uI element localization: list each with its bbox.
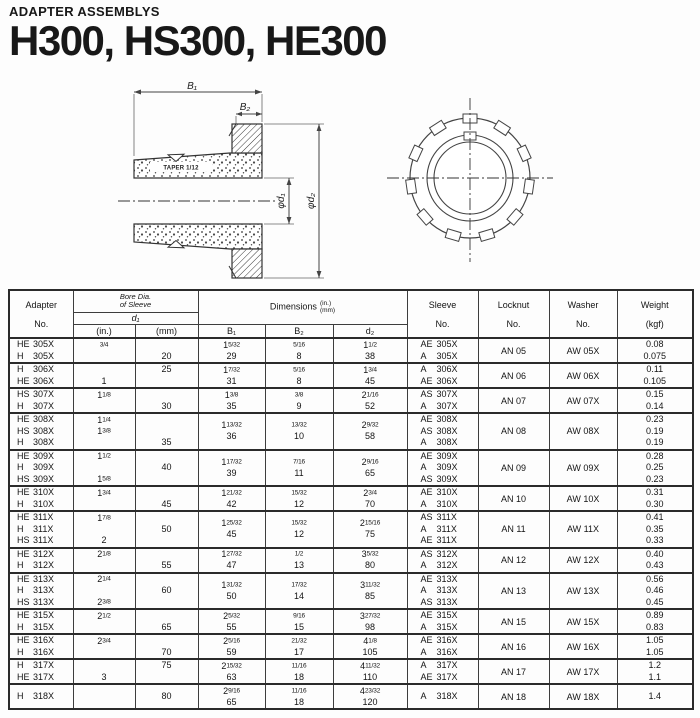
cell-d2: 215/16 75: [333, 511, 407, 548]
cell-washer-no: AW 17X: [549, 659, 617, 684]
col-header-dimensions: Dimensions (in.) (mm): [198, 290, 407, 324]
table-row: [9, 634, 693, 659]
cell-bore-in: 11/4 13/8: [73, 413, 135, 450]
cell-locknut-no: AN 17: [478, 659, 549, 684]
col-header-d1-symbol: d₁: [73, 312, 198, 324]
cell-bore-in: 23/4: [73, 634, 135, 659]
table-row: [9, 363, 693, 388]
cell-bore-in: 1: [73, 363, 135, 388]
cell-bore-in: 11/8: [73, 388, 135, 413]
cell-locknut-no: AN 09: [478, 450, 549, 487]
cell-locknut-no: AN 11: [478, 511, 549, 548]
cell-d2: 327/32 98: [333, 609, 407, 634]
adapter-header-line: No.: [34, 318, 49, 329]
cell-b1: 15/32 29: [198, 338, 265, 363]
col-header-washer: Washer No.: [549, 290, 617, 338]
cell-b2: 15/32 12: [265, 486, 333, 511]
cell-d2: 411/32 110: [333, 659, 407, 684]
cell-bore-mm: 70: [135, 634, 198, 659]
table-row: [9, 548, 693, 573]
cell-weight: 0.89 0.83: [617, 609, 693, 634]
cell-adapter-no: HE 313X H 313X HS 313X: [9, 573, 73, 610]
cell-adapter-no: HE 305X H 305X: [9, 338, 73, 363]
cell-washer-no: AW 15X: [549, 609, 617, 634]
cell-bore-mm: 40: [135, 450, 198, 487]
cell-sleeve-no: AS 312X A 312X: [407, 548, 478, 573]
table-row: [9, 511, 693, 548]
cell-sleeve-no: AE 308X AS 308X A 308X: [407, 413, 478, 450]
cell-adapter-no: HE 316X H 316X: [9, 634, 73, 659]
col-header-d2: d₂: [333, 324, 407, 338]
cell-b2: 7/16 11: [265, 450, 333, 487]
cell-adapter-no: HE 310X H 310X: [9, 486, 73, 511]
cell-d2: 35/32 80: [333, 548, 407, 573]
cell-d2: 29/32 58: [333, 413, 407, 450]
page-title: H300, HS300, HE300: [9, 17, 386, 64]
cell-b1: 127/32 47: [198, 548, 265, 573]
cell-bore-mm: 20: [135, 338, 198, 363]
cell-washer-no: AW 13X: [549, 573, 617, 610]
cell-locknut-no: AN 13: [478, 573, 549, 610]
cell-sleeve-no: AE 310X A 310X: [407, 486, 478, 511]
cell-bore-in: 17/8 2: [73, 511, 135, 548]
cell-washer-no: AW 09X: [549, 450, 617, 487]
cell-weight: 0.23 0.19 0.19: [617, 413, 693, 450]
cell-washer-no: AW 12X: [549, 548, 617, 573]
adapter-spec-table: [8, 289, 694, 710]
cell-bore-in: 21/4 23/8: [73, 573, 135, 610]
cell-locknut-no: AN 16: [478, 634, 549, 659]
cell-b1: 25/32 55: [198, 609, 265, 634]
table-row: [9, 413, 693, 450]
cell-d2: 23/4 70: [333, 486, 407, 511]
cell-sleeve-no: A 306X AE 306X: [407, 363, 478, 388]
cell-b2: 5/16 8: [265, 338, 333, 363]
cell-weight: 1.2 1.1: [617, 659, 693, 684]
cell-washer-no: AW 06X: [549, 363, 617, 388]
table-row: [9, 609, 693, 634]
cell-d2: 11/2 38: [333, 338, 407, 363]
cell-washer-no: AW 16X: [549, 634, 617, 659]
cell-b1: 117/32 39: [198, 450, 265, 487]
cell-weight: 0.11 0.105: [617, 363, 693, 388]
cell-adapter-no: HS 307X H 307X: [9, 388, 73, 413]
cell-b1: 113/32 36: [198, 413, 265, 450]
cell-d2: 29/16 65: [333, 450, 407, 487]
cell-bore-in: 21/2: [73, 609, 135, 634]
col-header-weight: Weight (kgf): [617, 290, 693, 338]
cell-bore-in: 11/2 15/8: [73, 450, 135, 487]
cell-d2: 21/16 52: [333, 388, 407, 413]
cell-bore-mm: 25: [135, 363, 198, 388]
cell-sleeve-no: AS 311X A 311X AE 311X: [407, 511, 478, 548]
table-row: [9, 486, 693, 511]
cell-b1: 29/16 65: [198, 684, 265, 709]
cell-bore-mm: 50: [135, 511, 198, 548]
cell-sleeve-no: AE 313X A 313X AS 313X: [407, 573, 478, 610]
col-header-bore-dia: Bore Dia. of Sleeve: [73, 290, 198, 312]
cell-d2: 311/32 85: [333, 573, 407, 610]
cell-locknut-no: AN 05: [478, 338, 549, 363]
cell-weight: 0.08 0.075: [617, 338, 693, 363]
cell-adapter-no: H 318X: [9, 684, 73, 709]
b2-dim-label: B₂: [239, 102, 251, 113]
cell-d2: 423/32 120: [333, 684, 407, 709]
cell-locknut-no: AN 07: [478, 388, 549, 413]
cell-adapter-no: HE 311X H 311X HS 311X: [9, 511, 73, 548]
cell-b2: 21/32 17: [265, 634, 333, 659]
d2-dim-label: φd₂: [306, 193, 317, 209]
cell-adapter-no: H 317X HE 317X: [9, 659, 73, 684]
cell-bore-mm: 35: [135, 413, 198, 450]
cell-weight: 0.28 0.25 0.23: [617, 450, 693, 487]
cell-b2: 11/16 18: [265, 659, 333, 684]
col-header-locknut: Locknut No.: [478, 290, 549, 338]
col-header-bore-mm: (mm): [135, 324, 198, 338]
cell-washer-no: AW 10X: [549, 486, 617, 511]
cell-b2: 11/16 18: [265, 684, 333, 709]
cell-washer-no: AW 18X: [549, 684, 617, 709]
cell-bore-mm: 65: [135, 609, 198, 634]
col-header-sleeve: Sleeve No.: [407, 290, 478, 338]
section-eyebrow: ADAPTER ASSEMBLYS: [9, 4, 160, 19]
cell-d2: 41/8 105: [333, 634, 407, 659]
cell-weight: 0.40 0.43: [617, 548, 693, 573]
cell-b1: 17/32 31: [198, 363, 265, 388]
cell-b1: 125/32 45: [198, 511, 265, 548]
table-row: [9, 388, 693, 413]
cell-adapter-no: HE 308X HS 308X H 308X: [9, 413, 73, 450]
adapter-header-line: Adapter: [25, 299, 58, 310]
cell-bore-in: 13/4: [73, 486, 135, 511]
col-header-adapter: [9, 290, 73, 338]
cell-b1: 215/32 63: [198, 659, 265, 684]
cell-bore-in: [73, 684, 135, 709]
cell-sleeve-no: AE 316X A 316X: [407, 634, 478, 659]
cell-sleeve-no: AE 305X A 305X: [407, 338, 478, 363]
cell-b2: 1/2 13: [265, 548, 333, 573]
d1-dim-label: φd₁: [276, 193, 287, 209]
cell-b1: 25/16 59: [198, 634, 265, 659]
cell-weight: 0.56 0.46 0.45: [617, 573, 693, 610]
cell-locknut-no: AN 06: [478, 363, 549, 388]
table-row: [9, 338, 693, 363]
sleeve-section-drawing: [112, 78, 350, 290]
cell-locknut-no: AN 15: [478, 609, 549, 634]
cell-b2: 3/8 9: [265, 388, 333, 413]
table-row: [9, 573, 693, 610]
cell-bore-mm: 55: [135, 548, 198, 573]
cell-adapter-no: HE 309X H 309X HS 309X: [9, 450, 73, 487]
cell-locknut-no: AN 18: [478, 684, 549, 709]
cell-sleeve-no: A 317X AE 317X: [407, 659, 478, 684]
cell-bore-mm: 30: [135, 388, 198, 413]
cell-locknut-no: AN 10: [478, 486, 549, 511]
cell-bore-in: 3/4: [73, 338, 135, 363]
table-row: [9, 659, 693, 684]
cell-b2: 9/16 15: [265, 609, 333, 634]
col-header-b1: B₁: [198, 324, 265, 338]
cell-locknut-no: AN 12: [478, 548, 549, 573]
cell-sleeve-no: AE 309X A 309X AS 309X: [407, 450, 478, 487]
cell-b2: 17/32 14: [265, 573, 333, 610]
cell-bore-in: 3: [73, 659, 135, 684]
cell-b1: 121/32 42: [198, 486, 265, 511]
cell-weight: 0.41 0.35 0.33: [617, 511, 693, 548]
cell-washer-no: AW 05X: [549, 338, 617, 363]
table-row: [9, 450, 693, 487]
cell-bore-mm: 45: [135, 486, 198, 511]
cell-weight: 0.15 0.14: [617, 388, 693, 413]
cell-sleeve-no: A 318X: [407, 684, 478, 709]
cell-weight: 1.05 1.05: [617, 634, 693, 659]
cell-bore-mm: 75: [135, 659, 198, 684]
cell-adapter-no: HE 312X H 312X: [9, 548, 73, 573]
cell-b2: 5/16 8: [265, 363, 333, 388]
cell-sleeve-no: AE 315X A 315X: [407, 609, 478, 634]
col-header-bore-in: (in.): [73, 324, 135, 338]
cell-adapter-no: HE 315X H 315X: [9, 609, 73, 634]
cell-d2: 13/4 45: [333, 363, 407, 388]
cell-weight: 0.31 0.30: [617, 486, 693, 511]
table-row: [9, 684, 693, 709]
cell-b1: 131/32 50: [198, 573, 265, 610]
cell-adapter-no: H 306X HE 306X: [9, 363, 73, 388]
cell-washer-no: AW 07X: [549, 388, 617, 413]
cell-locknut-no: AN 08: [478, 413, 549, 450]
cell-b1: 13/8 35: [198, 388, 265, 413]
cell-bore-in: 21/8: [73, 548, 135, 573]
masthead: [9, 4, 609, 63]
locknut-front-drawing: [383, 90, 559, 268]
col-header-b2: B₂: [265, 324, 333, 338]
cell-washer-no: AW 11X: [549, 511, 617, 548]
cell-bore-mm: 80: [135, 684, 198, 709]
cell-b2: 13/32 10: [265, 413, 333, 450]
cell-b2: 15/32 12: [265, 511, 333, 548]
b1-dim-label: B₁: [187, 81, 197, 92]
cell-washer-no: AW 08X: [549, 413, 617, 450]
taper-label: TAPER 1/12: [163, 165, 199, 172]
cell-weight: 1.4: [617, 684, 693, 709]
cell-sleeve-no: AS 307X A 307X: [407, 388, 478, 413]
cell-bore-mm: 60: [135, 573, 198, 610]
